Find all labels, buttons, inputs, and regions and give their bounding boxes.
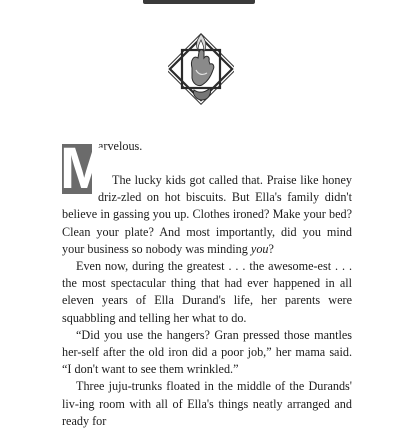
hand-flame-emblem-icon [168,28,234,116]
paragraph: Three juju-trunks floated in the middle of the Durands' liv-ing room with all of Ella's things neatly arranged and ready for [62,379,352,428]
opening-paragraph [60,136,352,201]
chapter-heading-fragment [143,0,255,4]
paragraph: Even now, during the greatest . . . the awesome-est . . . the most spectacular thing that had ever happened in all eleven years of Ella Durand's life, her parents were squabbling and telling her what to do. [62,259,352,325]
drop-cap [60,136,109,201]
paragraph-text: The lucky kids got called that. Praise like honey driz-zled on hot biscuits. But Ella's family didn't believe in gassing you up. Clothes ironed? Make your bed? Clean your plate? And most importantly, did you mind your business so nobody was minding [62,173,352,256]
emphasized-word: you [250,241,269,256]
paragraph: “Did you use the hangers? Gran pressed those mantles her-self after the old iron did a poor job,” her mama said. “I don't want to see them wrinkled.” [62,327,352,377]
paragraph-punctuation: ? [268,241,274,256]
chapter-body-text [62,138,352,430]
opening-word: arvelous. [98,139,143,153]
drop-cap-letter: M [60,136,109,201]
